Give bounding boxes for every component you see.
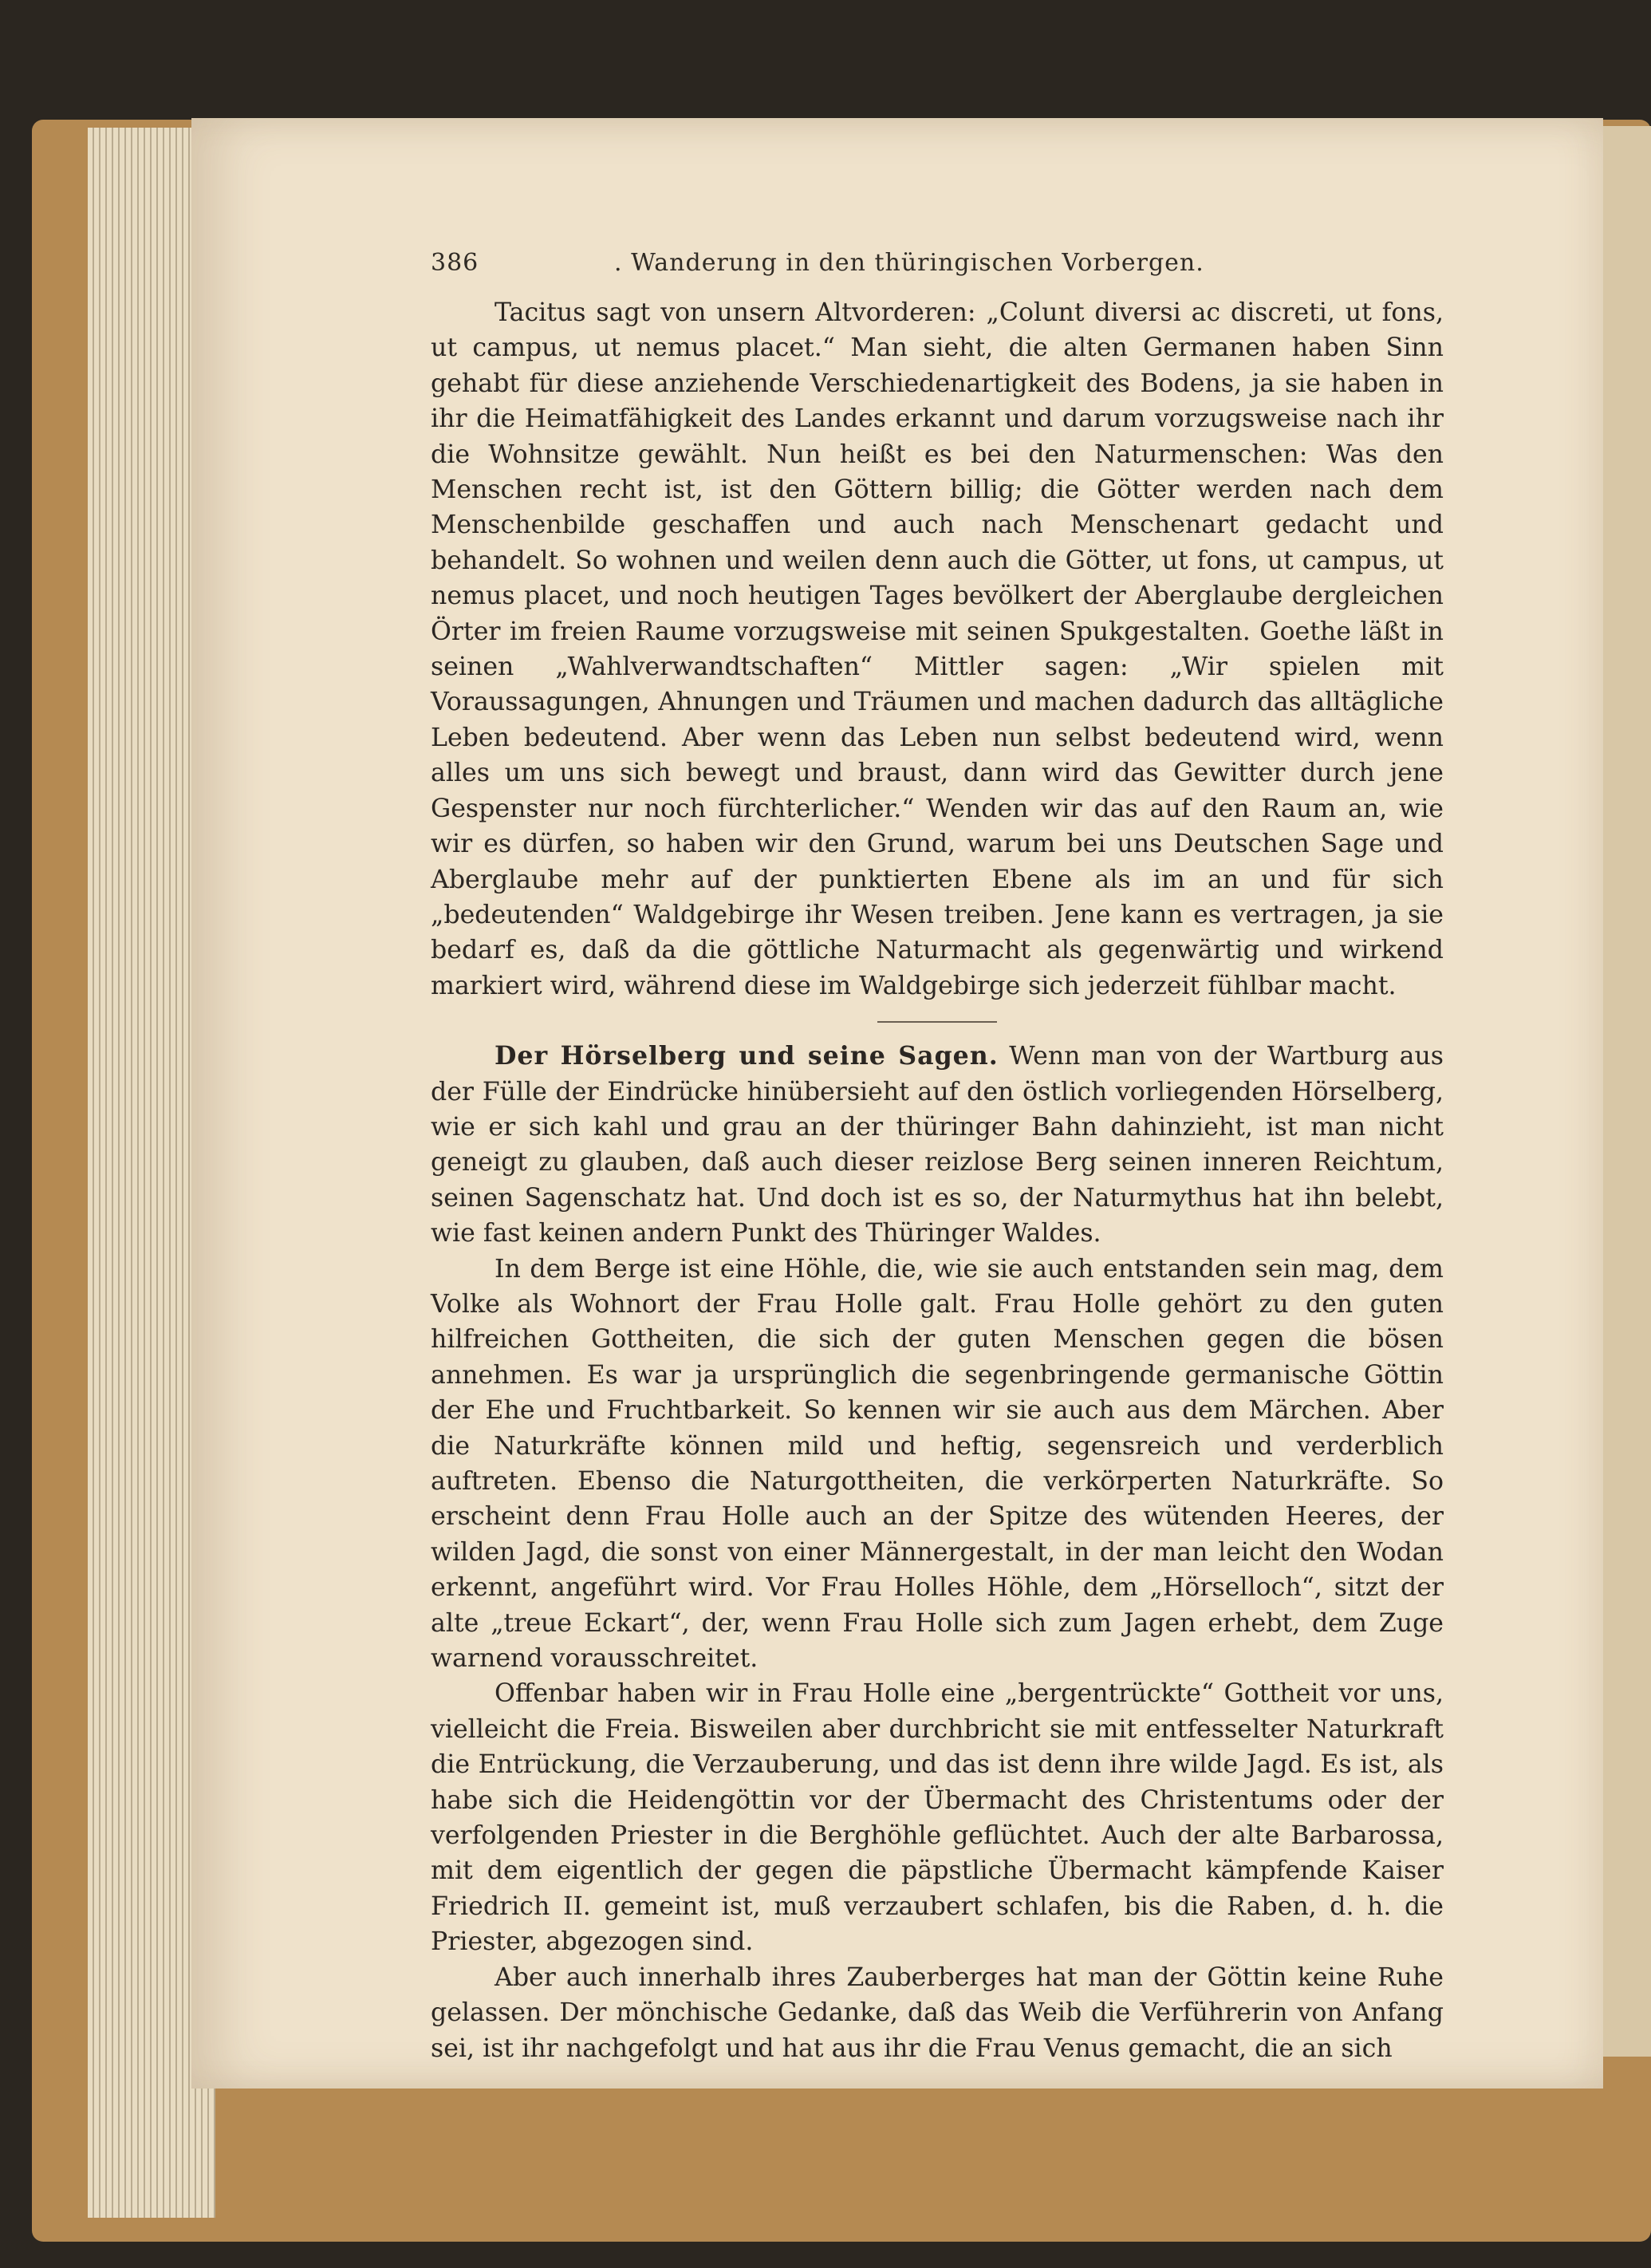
paragraph: Aber auch innerhalb ihres Zauberberges hat man der Göttin keine Ruhe gelassen. Der mönchische Gedanke, daß das Weib die Verführerin von Anfang sei, ist ihr nachgefolgt und hat aus ihr die Frau Venus gemacht, die an sich (431, 1962, 1444, 2063)
paragraph: In dem Berge ist eine Höhle, die, wie sie auch entstanden sein mag, dem Volke als Wohnort der Frau Holle galt. Frau Holle gehört zu den guten hilfreichen Gottheiten, die sich der guten Menschen gegen die bösen annehmen. Es war ja ursprünglich die segenbringende germanische Göttin der Ehe und Fruchtbarkeit. So kennen wir sie auch aus dem Märchen. Aber die Naturkräfte können mild und heftig, segensreich und verderblich auftreten. Ebenso die Naturgottheiten, die verkörperten Naturkräfte. So erscheint denn Frau Holle auch an der Spitze des wütenden Heeres, der wilden Jagd, die sonst von einer Männergestalt, in der man leicht den Wodan erkennt, angeführt wird. Vor Frau Holles Höhle, dem „Hörselloch“, sitzt der alte „treue Eckart“, der, wenn Frau Holle sich zum Jagen erhebt, dem Zuge warnend vorausschreitet. (431, 1254, 1444, 1674)
section-title: Der Hörselberg und seine Sagen. (495, 1041, 999, 1071)
section-lead: Wenn man von der Wartburg aus der Fülle der Eindrücke hinübersieht auf den östlich vorliegenden Hörselberg, wie er sich kahl und grau an der thüringer Bahn dahinzieht, ist man nicht geneigt zu glauben, daß auch dieser reizlose Berg seinen inneren Reichtum, seinen Sagenschatz hat. Und doch ist es so, der Naturmythus hat ihn belebt, wie fast keinen andern Punkt des Thüringer Waldes. (431, 1042, 1444, 1248)
page-number: 386 (431, 249, 479, 277)
body-text (431, 295, 1444, 2066)
page-header (431, 249, 1452, 289)
section-paragraph (431, 1039, 1444, 1251)
section-divider (877, 1021, 997, 1023)
running-title: . Wanderung in den thüringischen Vorbergen. (614, 249, 1204, 277)
paragraph: Tacitus sagt von unsern Altvorderen: „Colunt diversi ac discreti, ut fons, ut campus, ut nemus placet.“ Man sieht, die alten Germanen haben Sinn gehabt für diese anziehende Verschiedenartigkeit des Bodens, ja sie haben in ihr die Heimatfähigkeit des Landes erkannt und darum vorzugsweise nach ihr die Wohnsitze gewählt. Nun heißt es bei den Naturmenschen: Was den Menschen recht ist, ist den Göttern billig; die Götter werden nach dem Menschenbilde geschaffen und auch nach Menschenart gedacht und behandelt. So wohnen und weilen denn auch die Götter, ut fons, ut campus, ut nemus placet, und noch heutigen Tages bevölkert der Aberglaube dergleichen Örter im freien Raume vorzugsweise mit seinen Spukgestalten. Goethe läßt in seinen „Wahlverwandtschaften“ Mittler sagen: „Wir spielen mit Voraussagungen, Ahnungen und Träumen und machen dadurch das alltägliche Leben bedeutend. Aber wenn das Leben nun selbst bedeutend wird, wenn alles um uns sich bewegt und braust, dann wird das Gewitter durch jene Gespenster nur noch fürchterlicher.“ Wenden wir das auf den Raum an, wie wir es dürfen, so haben wir den Grund, warum bei uns Deutschen Sage und Aberglaube mehr auf der punktierten Ebene als im an und für sich „bedeutenden“ Waldgebirge ihr Wesen treiben. Jene kann es vertragen, ja sie bedarf es, daß da die göttliche Naturmacht als gegenwärtig und wirkend markiert wird, während diese im Waldgebirge sich jederzeit fühlbar macht. (431, 298, 1444, 1000)
paragraph: Offenbar haben wir in Frau Holle eine „bergentrückte“ Gottheit vor uns, vielleicht die Freia. Bisweilen aber durchbricht sie mit entfesselter Naturkraft die Entrückung, die Verzauberung, und das ist denn ihre wilde Jagd. Es ist, als habe sich die Heidengöttin vor der Übermacht des Christentums oder der verfolgenden Priester in die Berghöhle geflüchtet. Auch der alte Barbarossa, mit dem eigentlich der gegen die päpstliche Übermacht kämpfende Kaiser Friedrich II. gemeint ist, muß verzaubert schlafen, bis die Raben, d. h. die Priester, abgezogen sind. (431, 1679, 1444, 1957)
